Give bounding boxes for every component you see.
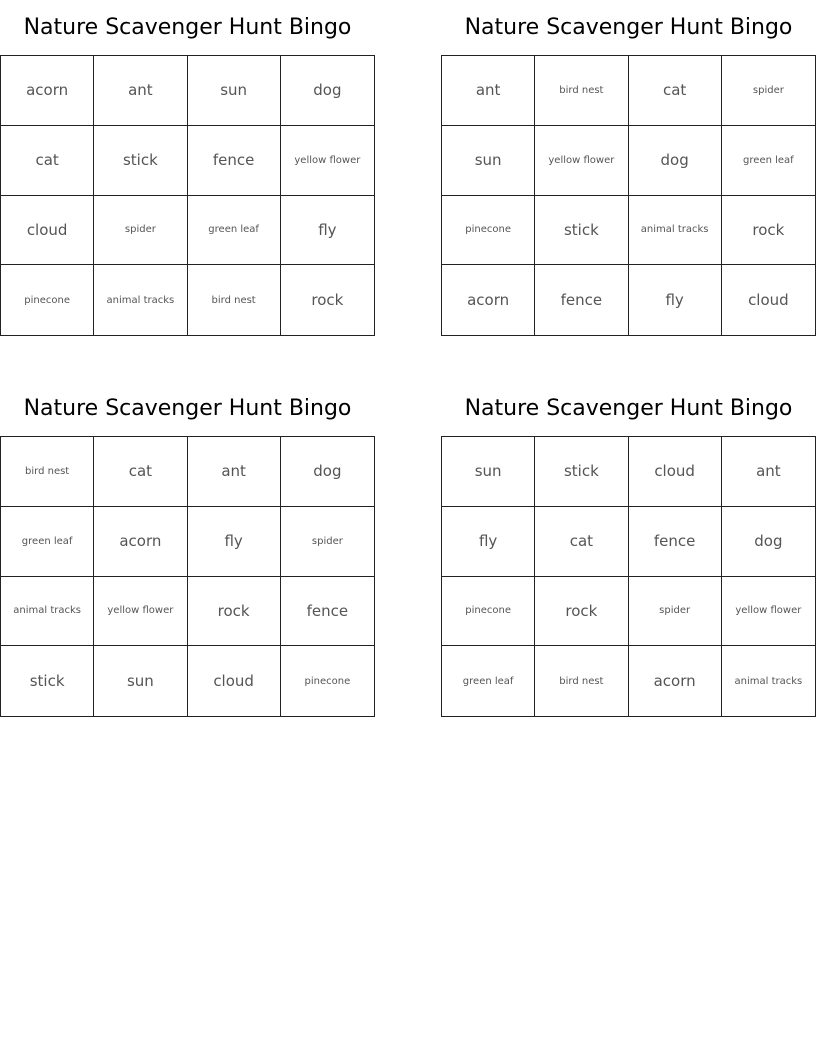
bingo-cell: sun (188, 56, 281, 126)
bingo-cell: pinecone (1, 265, 94, 335)
bingo-cell: fence (629, 507, 722, 577)
bingo-cell: rock (722, 196, 815, 266)
bingo-cell: stick (535, 437, 628, 507)
bingo-cell: cloud (629, 437, 722, 507)
bingo-cell: acorn (94, 507, 187, 577)
bingo-cell: pinecone (442, 196, 535, 266)
bingo-cell: green leaf (188, 196, 281, 266)
bingo-cell: fly (281, 196, 374, 266)
bingo-cell: rock (188, 577, 281, 647)
bingo-cell: yellow flower (94, 577, 187, 647)
bingo-cell: animal tracks (629, 196, 722, 266)
bingo-cell: cat (535, 507, 628, 577)
bingo-cell: green leaf (442, 646, 535, 716)
card-title: Nature Scavenger Hunt Bingo (23, 396, 352, 421)
bingo-cell: cloud (748, 291, 789, 310)
bingo-cell: animal tracks (734, 675, 803, 687)
bingo-cell: rock (311, 291, 344, 310)
card-title: Nature Scavenger Hunt Bingo (464, 396, 793, 421)
bingo-cell: spider (94, 196, 187, 266)
bingo-cell: animal tracks (94, 265, 187, 335)
bingo-cell: pinecone (442, 577, 535, 647)
bingo-cell: animal tracks (1, 577, 94, 647)
bingo-cell: stick (535, 196, 628, 266)
bingo-cell: cloud (1, 196, 94, 266)
bingo-cell: fence (535, 265, 628, 335)
bingo-cell: spider (629, 577, 722, 647)
bingo-cell: stick (94, 126, 187, 196)
bingo-cell: ant (94, 56, 187, 126)
bingo-cell: fence (281, 577, 374, 647)
bingo-cell: stick (1, 646, 94, 716)
bingo-cell: yellow flower (281, 126, 374, 196)
bingo-grid (441, 55, 816, 336)
bingo-cell: spider (281, 507, 374, 577)
bingo-cell: yellow flower (722, 577, 815, 647)
bingo-cell: sun (94, 646, 187, 716)
bingo-cell: dog (629, 126, 722, 196)
bingo-cell: sun (442, 437, 535, 507)
bingo-cell: fence (188, 126, 281, 196)
bingo-cell: bird nest (535, 646, 628, 716)
bingo-cell: bird nest (188, 265, 281, 335)
bingo-cell: acorn (629, 646, 722, 716)
bingo-cell: dog (281, 437, 374, 507)
bingo-cell: fly (629, 265, 722, 335)
card-title: Nature Scavenger Hunt Bingo (464, 15, 793, 40)
bingo-cell: dog (281, 56, 374, 126)
bingo-cell: dog (722, 507, 815, 577)
bingo-cell: ant (442, 56, 535, 126)
bingo-cell: bird nest (1, 437, 94, 507)
bingo-grid (0, 436, 375, 717)
bingo-grid (0, 55, 375, 336)
bingo-cell: acorn (1, 56, 94, 126)
bingo-cell: cloud (188, 646, 281, 716)
bingo-cell: cat (1, 126, 94, 196)
bingo-cell: fly (442, 507, 535, 577)
bingo-cell: cat (629, 56, 722, 126)
bingo-cell: yellow flower (535, 126, 628, 196)
bingo-grid (441, 436, 816, 717)
bingo-cell: green leaf (722, 126, 815, 196)
bingo-cell: ant (722, 437, 815, 507)
bingo-cell: rock (535, 577, 628, 647)
bingo-cell: fly (188, 507, 281, 577)
card-title: Nature Scavenger Hunt Bingo (23, 15, 352, 40)
bingo-cell: pinecone (304, 675, 351, 687)
bingo-cell: green leaf (1, 507, 94, 577)
bingo-cell: spider (722, 56, 815, 126)
bingo-cell: cat (94, 437, 187, 507)
bingo-cell: ant (188, 437, 281, 507)
bingo-cell: acorn (442, 265, 535, 335)
bingo-cell: bird nest (535, 56, 628, 126)
bingo-cell: sun (442, 126, 535, 196)
